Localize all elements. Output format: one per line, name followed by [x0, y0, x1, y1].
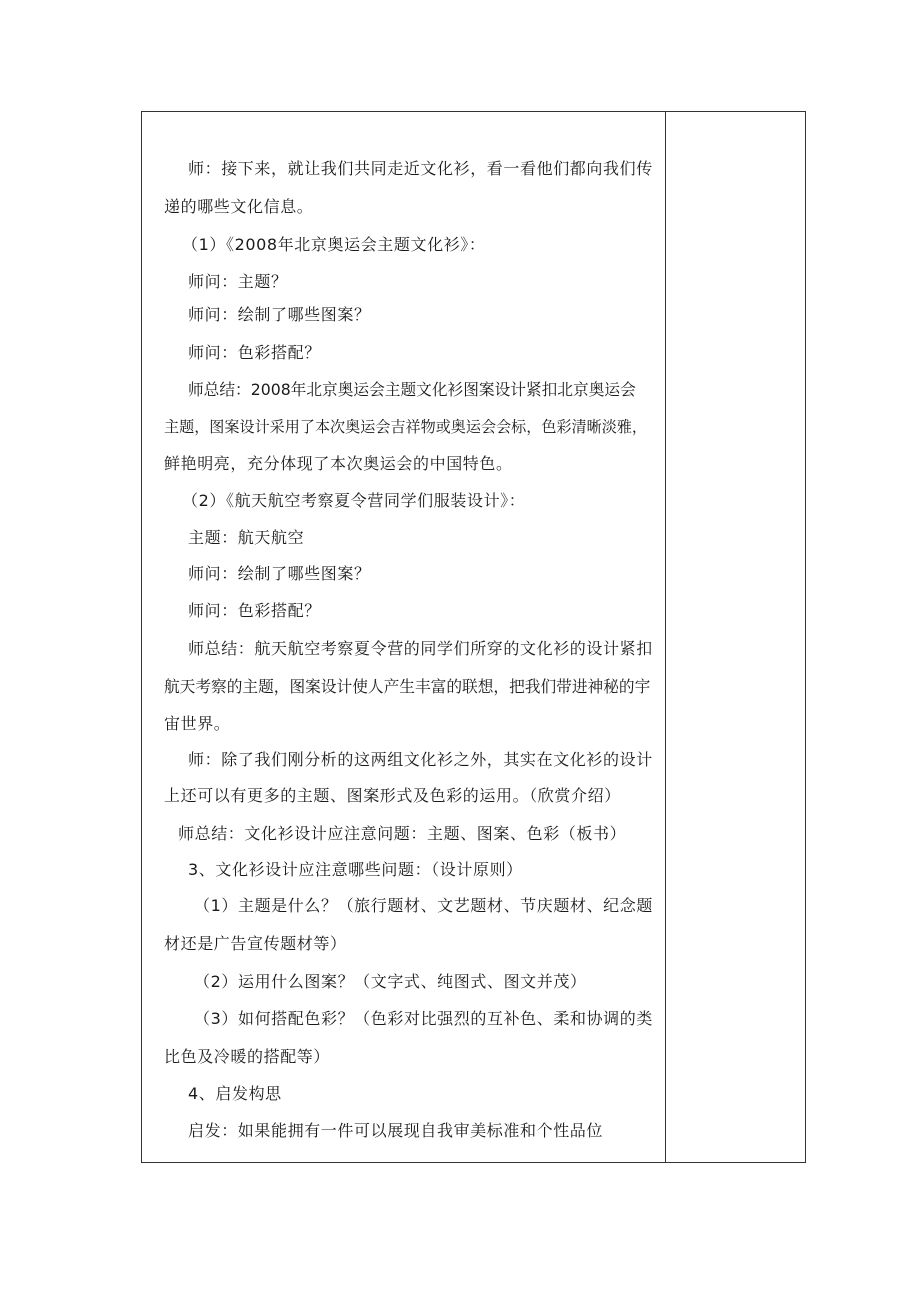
text-line-4: 师问：主题？	[188, 272, 288, 291]
text-line-12: 师问：绘制了哪些图案？	[188, 564, 371, 583]
text-line-8: 主题，图案设计采用了本次奥运会吉祥物或奥运会会标，色彩清晰淡雅，	[164, 418, 648, 436]
text-line-27: 启发：如果能拥有一件可以展现自我审美标准和个性品位	[188, 1121, 604, 1140]
text-line-25: 比色及冷暖的搭配等）	[164, 1047, 331, 1066]
text-line-1: 师：接下来，就让我们共同走近文化衫，看一看他们都向我们传	[188, 159, 653, 178]
text-line-15: 航天考察的主题，图案设计使人产生丰富的联想，把我们带进神秘的宇	[164, 677, 651, 696]
text-line-21: （1）主题是什么？（旅行题材、文艺题材、节庆题材、纪念题	[194, 896, 653, 915]
text-line-19: 师总结：文化衫设计应注意问题：主题、图案、色彩（板书）	[178, 824, 627, 843]
section-heading-1: （1）《2008年北京奥运会主题文化衫》：	[182, 235, 486, 254]
text-line-13: 师问：色彩搭配？	[188, 601, 321, 620]
text-line-18: 上还可以有更多的主题、图案形式及色彩的运用。（欣赏介绍）	[164, 786, 621, 805]
text-line-7: 师总结：2008年北京奥运会主题文化衫图案设计紧扣北京奥运会	[188, 380, 636, 399]
text-line-24: （3）如何搭配色彩？（色彩对比强烈的互补色、柔和协调的类	[194, 1009, 653, 1028]
text-line-22: 材还是广告宣传题材等）	[164, 934, 347, 953]
text-line-6: 师问：色彩搭配？	[188, 343, 321, 362]
text-line-5: 师问：绘制了哪些图案？	[188, 305, 371, 324]
section-heading-3: 3、文化衫设计应注意哪些问题：（设计原则）	[188, 860, 523, 879]
notes-cell	[666, 112, 805, 1162]
section-heading-2: （2）《航天航空考察夏令营同学们服装设计》：	[182, 491, 526, 510]
text-line-16: 宙世界。	[164, 714, 231, 733]
lesson-content-cell	[142, 112, 665, 1162]
text-line-2: 递的哪些文化信息。	[164, 197, 314, 216]
text-line-9: 鲜艳明亮，充分体现了本次奥运会的中国特色。	[164, 454, 513, 473]
text-line-11: 主题：航天航空	[188, 528, 305, 547]
lesson-table	[141, 111, 806, 1163]
section-heading-4: 4、启发构思	[188, 1084, 282, 1103]
text-line-23: （2）运用什么图案？（文字式、纯图式、图文并茂）	[194, 972, 587, 991]
text-line-17: 师：除了我们刚分析的这两组文化衫之外，其实在文化衫的设计	[188, 750, 653, 769]
text-line-14: 师总结：航天航空考察夏令营的同学们所穿的文化衫的设计紧扣	[188, 639, 653, 658]
